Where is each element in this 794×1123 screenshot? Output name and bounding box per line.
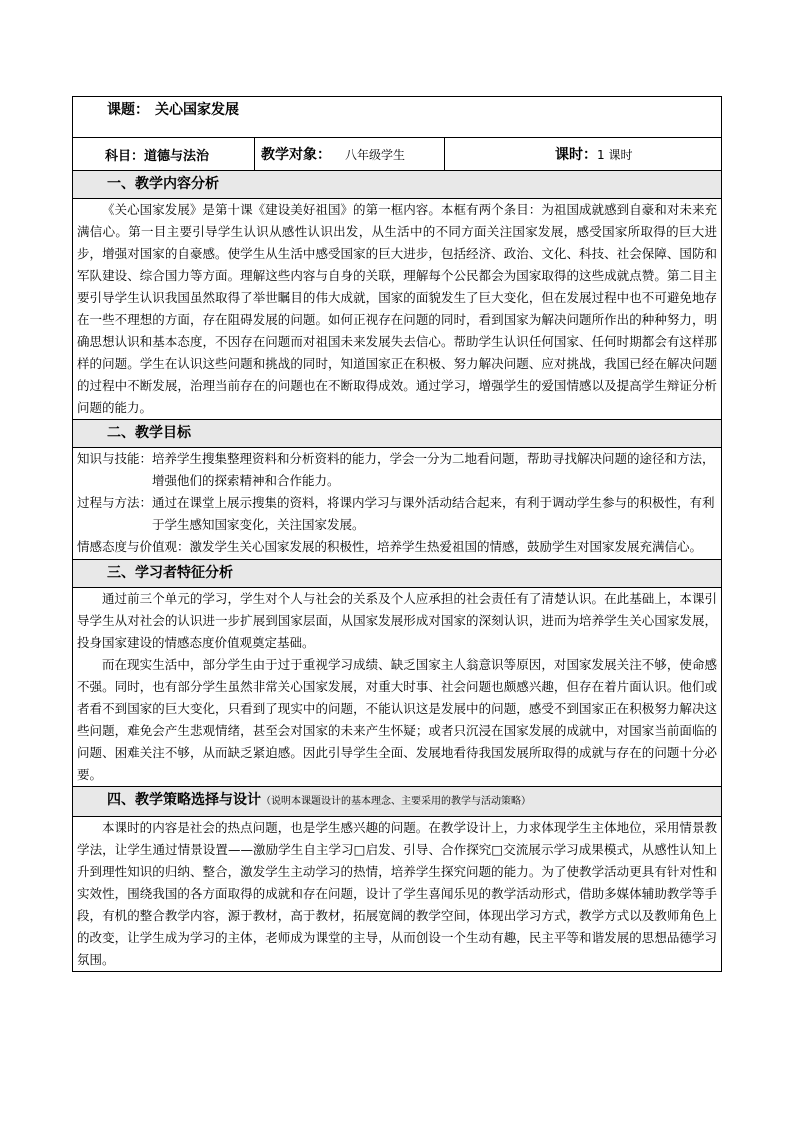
goal-text: 培养学生搜集整理资料和分析资料的能力，学会一分为二地看问题，帮助寻找解决问题的途径和方法，增强他们的探索精神和合作能力。 [152, 451, 715, 488]
strategy-paragraph: 本课时的内容是社会的热点问题，也是学生感兴趣的问题。在教学设计上，力求体现学生主体地位，采用情景教学法，让学生通过情景设置——激励学生自主学习□启发、引导、合作探究□交流展示学习成果模式，从感性认知上升到理性知识的归纳、整合，激发学生主动学习的热情，培养学生探究问题的能力。为了使教学活动更具有针对性和实效性，围绕我国的各方面取得的成就和存在问题，设计了学生喜闻乐见的教学活动形式，借助多媒体辅助教学等手段，有机的整合教学内容，源于教材，高于教材，拓展宽阔的教学空间，体现出学习方式，教学方式以及教师角色上的改变，让学生成为学习的主体，老师成为课堂的主导，从而创设一个生动有趣，民主平等和谐发展的思想品德学习氛围。 [77, 820, 718, 967]
goal-label: 情感态度与价值观： [77, 539, 190, 554]
goal-emotion [77, 536, 717, 558]
section4-heading-row [73, 787, 722, 817]
goal-label: 知识与技能： [77, 451, 153, 466]
section4-body [73, 817, 722, 972]
goal-label: 过程与方法： [77, 495, 153, 510]
section4-body-row [73, 817, 722, 972]
section2-body [73, 448, 722, 560]
subject-text: 科目：道德与法治 [105, 148, 210, 164]
meta-row [73, 138, 722, 171]
hours-cell [445, 138, 722, 171]
target-cell [255, 138, 445, 171]
section1-heading-row [73, 171, 722, 199]
section4-heading-cell [73, 787, 722, 817]
topic-cell [73, 97, 722, 138]
section3-body [73, 588, 722, 787]
section2-heading-row [73, 420, 722, 448]
lesson-plan-table [72, 96, 722, 972]
section3-body-row [73, 588, 722, 787]
section1-body [73, 199, 722, 420]
goal-knowledge [77, 448, 717, 492]
subject-cell [73, 138, 255, 171]
topic-label: 课题： [107, 102, 149, 118]
section3-heading-row [73, 560, 722, 588]
topic-row [73, 97, 722, 138]
goal-text: 通过在课堂上展示搜集的资料，将课内学习与课外活动结合起来，有利于调动学生参与的积极性，有利于学生感知国家变化，关注国家发展。 [152, 495, 715, 532]
target-label: 教学对象： [261, 147, 331, 163]
goal-text: 激发学生关心国家发展的积极性，培养学生热爱祖国的情感，鼓励学生对国家发展充满信心。 [189, 539, 703, 554]
section1-heading: 一、教学内容分析 [73, 171, 722, 199]
section4-heading: 四、教学策略选择与设计 [107, 792, 261, 808]
lesson-plan-document [72, 96, 721, 972]
section3-heading: 三、学习者特征分析 [73, 560, 722, 588]
section2-body-row [73, 448, 722, 560]
topic-value: 关心国家发展 [155, 102, 239, 118]
hours-value: 1 课时 [597, 148, 633, 162]
section1-body-row [73, 199, 722, 420]
learner-paragraph-1: 通过前三个单元的学习，学生对个人与社会的关系及个人应承担的社会责任有了清楚认识。在此基础上，本课引导学生从对社会的认识进一步扩展到国家层面，从国家发展形成对国家的深刻认识，进而为培养学生关心国家发展，投身国家建设的情感态度价值观奠定基础。 [77, 591, 718, 650]
target-value: 八年级学生 [345, 148, 406, 162]
hours-label: 课时： [555, 147, 597, 163]
goal-process [77, 492, 717, 536]
content-analysis-paragraph: 《关心国家发展》是第十课《建设美好祖国》的第一框内容。本框有两个条目：为祖国成就感到自豪和对未来充满信心。第一目主要引导学生认识从感性认识出发，从生活中的不同方面关注国家发展，感受国家所取得的巨大进步，增强对国家的自豪感。使学生从生活中感受国家的巨大进步，包括经济、政治、文化、科技、社会保障、国防和军队建设、综合国力等方面。理解这些内容与自身的关联，理解每个公民都会为国家取得的这些成就点赞。第二目主要引导学生认识我国虽然取得了举世瞩目的伟大成就，国家的面貌发生了巨大变化，但在发展过程中也不可避免地存在一些不理想的方面，存在阻碍发展的问题。如何正视存在问题的同时，看到国家为解决问题所作出的种种努力，明确思想认识和基本态度，不因存在问题而对祖国未来发展失去信心。帮助学生认识任何国家、任何时期都会有这样那样的问题。学生在认识这些问题和挑战的同时，知道国家正在积极、努力解决问题、应对挑战，我国已经在解决问题的过程中不断发展，治理当前存在的问题也在不断取得成效。通过学习，增强学生的爱国情感以及提高学生辩证分析问题的能力。 [77, 202, 718, 415]
learner-paragraph-2: 而在现实生活中，部分学生由于过于重视学习成绩、缺乏国家主人翁意识等原因，对国家发展关注不够，使命感不强。同时，也有部分学生虽然非常关心国家发展，对重大时事、社会问题也颇感兴趣，但存在着片面认识。他们或者看不到国家的巨大变化，只看到了现实中的问题，不能认识这是发展中的问题，感受不到国家正在积极努力解决这些问题，难免会产生悲观情绪，甚至会对国家的未来产生怀疑；或者只沉浸在国家发展的成就中，对国家当前面临的问题、困难关注不够，从而缺乏紧迫感。因此引导学生全面、发展地看待我国发展所取得的成就与存在的问题十分必要。 [77, 657, 718, 782]
section2-heading: 二、教学目标 [73, 420, 722, 448]
section4-note: （说明本课题设计的基本理念、主要采用的教学与活动策略） [261, 796, 531, 807]
